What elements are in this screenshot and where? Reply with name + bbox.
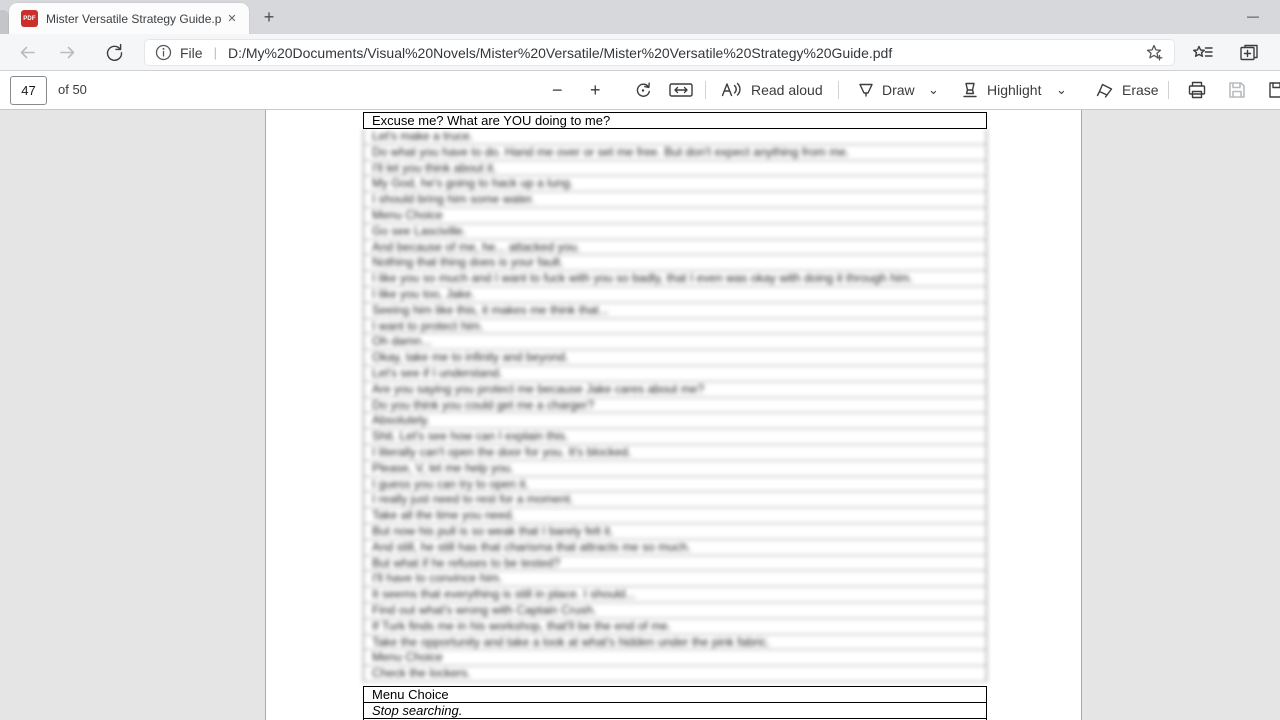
active-tab[interactable] (9, 3, 249, 34)
favorites-icon[interactable] (1192, 42, 1213, 63)
zoom-in-button[interactable]: + (590, 79, 601, 100)
pdf-file-icon: PDF (21, 10, 38, 27)
tab-close-icon[interactable]: ✕ (227, 12, 237, 25)
table-row: Find out what's wrong with Captain Crush. (364, 603, 986, 619)
table-row: I like you so much and I want to fuck with you so badly, that I even was okay with doing it through him. (364, 271, 986, 287)
collections-icon[interactable] (1238, 42, 1259, 63)
read-aloud-label: Read aloud (751, 82, 823, 98)
table-row: And because of me, he... attacked you. (364, 240, 986, 256)
table-row: Let's make a truce. (364, 129, 986, 145)
url-text: D:/My%20Documents/Visual%20Novels/Mister%20Versatile/Mister%20Versatile%20Strategy%20Guide.pdf (227, 44, 893, 61)
table-row: Shit. Let's see how can I explain this. (364, 429, 986, 445)
table-row: And still, he still has that charisma that attracts me so much. (364, 540, 986, 556)
table-row: Oh damn... (364, 334, 986, 350)
highlight-options-chevron-icon[interactable]: ⌄ (1056, 82, 1067, 97)
highlight-label: Highlight (987, 82, 1042, 98)
tab-strip (0, 0, 1280, 34)
table-row: Check the lockers. (364, 666, 986, 682)
read-aloud-button[interactable] (720, 71, 823, 109)
table-row: I'll let you think about it. (364, 161, 986, 177)
table-row: I like you too, Jake. (364, 287, 986, 303)
toolbar-divider (838, 81, 839, 99)
table-row: Okay, take me to infinity and beyond. (364, 350, 986, 366)
pdf-toolbar (0, 71, 1280, 110)
table-row: It seems that everything is still in place. I should... (364, 587, 986, 603)
fit-to-width-button[interactable] (668, 71, 694, 109)
table-row: Menu Choice (364, 208, 986, 224)
new-tab-button[interactable]: + (263, 7, 275, 27)
table-row: I'll have to convince him. (364, 571, 986, 587)
blurred-table-section (363, 129, 987, 682)
table-row: Are you saying you protect me because Jake cares about me? (364, 382, 986, 398)
table-row: Stop searching. (364, 703, 986, 719)
minimize-button[interactable]: — (1247, 9, 1259, 23)
erase-label: Erase (1122, 82, 1159, 98)
file-protocol-label: File (180, 44, 203, 61)
zoom-out-button[interactable]: − (552, 79, 563, 100)
table-row: But what if he refuses to be tested? (364, 556, 986, 572)
draw-options-chevron-icon[interactable]: ⌄ (928, 82, 939, 97)
refresh-button[interactable] (104, 42, 125, 63)
print-button[interactable] (1186, 71, 1208, 109)
table-row: Nothing that thing does is your fault. (364, 255, 986, 271)
pdf-page (265, 110, 1082, 720)
table-row: Absolutely. (364, 413, 986, 429)
draw-label: Draw (882, 82, 915, 98)
table-row: Menu Choice (364, 687, 986, 703)
back-button[interactable] (17, 42, 38, 63)
table-row: My God, he's going to hack up a lung. (364, 176, 986, 192)
tab-strip-edge (0, 10, 9, 34)
table-row: I guess you can try to open it. (364, 477, 986, 493)
table-row: Take all the time you need. (364, 508, 986, 524)
save-as-button[interactable] (1266, 71, 1280, 109)
toolbar-divider (705, 81, 706, 99)
table-row: I really just need to rest for a moment. (364, 492, 986, 508)
table-row: If Turk finds me in his workshop, that'll be the end of me. (364, 619, 986, 635)
table-row: I literally can't open the door for you. It's blocked. (364, 445, 986, 461)
menu-choice-table-section (363, 686, 987, 720)
rotate-button[interactable] (632, 71, 654, 109)
table-row: Excuse me? What are YOU doing to me? (363, 112, 987, 129)
table-row: Do you think you could get me a charger? (364, 398, 986, 414)
address-separator: | (213, 45, 217, 60)
table-row: Take the opportunity and take a look at what's hidden under the pink fabric. (364, 635, 986, 651)
table-row: Go see Lasciville. (364, 224, 986, 240)
page-info-icon[interactable] (155, 44, 172, 61)
table-row: Seeing him like this, it makes me think that... (364, 303, 986, 319)
table-row: I want to protect him. (364, 319, 986, 335)
tab-title: Mister Versatile Strategy Guide.p (46, 11, 222, 26)
add-favorite-icon[interactable] (1145, 43, 1164, 62)
highlight-button[interactable] (960, 71, 1041, 109)
pdf-viewer[interactable] (0, 110, 1280, 720)
draw-button[interactable] (856, 71, 915, 109)
navigation-bar (0, 34, 1280, 71)
table-row: Do what you have to do. Hand me over or set me free. But don't expect anything from me. (364, 145, 986, 161)
page-number-input[interactable] (10, 76, 47, 105)
address-bar[interactable] (144, 39, 1175, 66)
page-count-label: of 50 (58, 82, 87, 97)
table-row: But now his pull is so weak that I barely felt it. (364, 524, 986, 540)
erase-button[interactable] (1094, 71, 1159, 109)
table-row: I should bring him some water. (364, 192, 986, 208)
forward-button[interactable] (57, 42, 78, 63)
save-button[interactable] (1226, 71, 1248, 109)
table-row: Let's see if I understand. (364, 366, 986, 382)
table-row: Please, V, let me help you. (364, 461, 986, 477)
toolbar-divider (1168, 81, 1169, 99)
table-row: Menu Choice (364, 650, 986, 666)
